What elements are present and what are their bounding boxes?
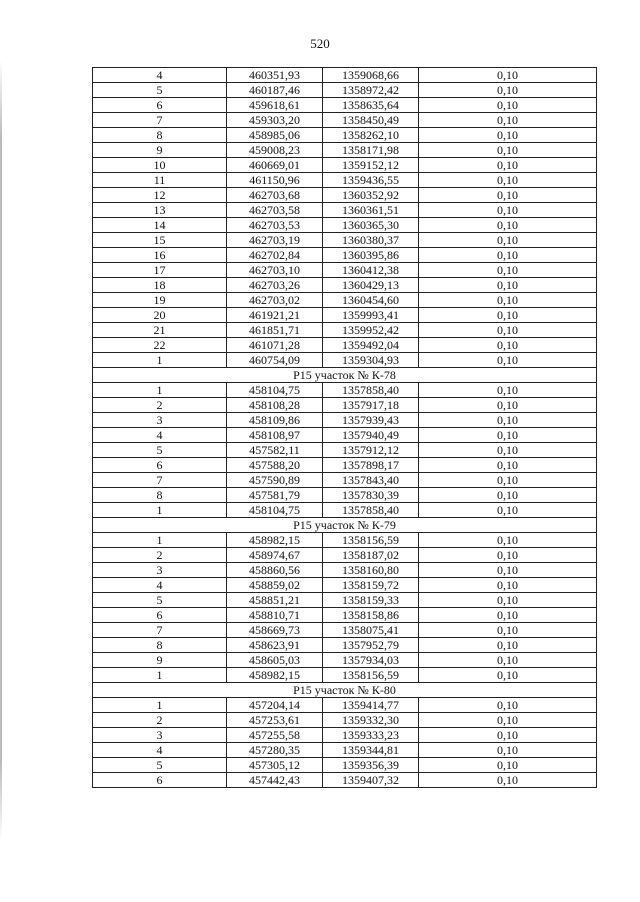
section-label: Р15 участок № К-79	[93, 518, 597, 533]
x-coordinate-cell: 462702,84	[227, 248, 323, 263]
accuracy-cell: 0,10	[419, 563, 597, 578]
accuracy-cell: 0,10	[419, 713, 597, 728]
point-number-cell: 12	[93, 188, 227, 203]
accuracy-cell: 0,10	[419, 638, 597, 653]
y-coordinate-cell: 1357912,12	[323, 443, 419, 458]
y-coordinate-cell: 1360361,51	[323, 203, 419, 218]
y-coordinate-cell: 1359952,42	[323, 323, 419, 338]
x-coordinate-cell: 458104,75	[227, 383, 323, 398]
accuracy-cell: 0,10	[419, 653, 597, 668]
x-coordinate-cell: 457255,58	[227, 728, 323, 743]
y-coordinate-cell: 1357858,40	[323, 503, 419, 518]
y-coordinate-cell: 1358075,41	[323, 623, 419, 638]
point-number-cell: 1	[93, 533, 227, 548]
point-number-cell: 10	[93, 158, 227, 173]
table-row	[93, 593, 597, 608]
y-coordinate-cell: 1359304,93	[323, 353, 419, 368]
table-row	[93, 158, 597, 173]
accuracy-cell: 0,10	[419, 443, 597, 458]
x-coordinate-cell: 457280,35	[227, 743, 323, 758]
table-row	[93, 83, 597, 98]
accuracy-cell: 0,10	[419, 398, 597, 413]
table-row	[93, 623, 597, 638]
point-number-cell: 2	[93, 713, 227, 728]
point-number-cell: 8	[93, 488, 227, 503]
y-coordinate-cell: 1359356,39	[323, 758, 419, 773]
y-coordinate-cell: 1357917,18	[323, 398, 419, 413]
x-coordinate-cell: 462703,19	[227, 233, 323, 248]
point-number-cell: 6	[93, 773, 227, 788]
x-coordinate-cell: 458985,06	[227, 128, 323, 143]
x-coordinate-cell: 459008,23	[227, 143, 323, 158]
point-number-cell: 9	[93, 653, 227, 668]
y-coordinate-cell: 1360429,13	[323, 278, 419, 293]
point-number-cell: 5	[93, 443, 227, 458]
point-number-cell: 19	[93, 293, 227, 308]
table-row	[93, 728, 597, 743]
accuracy-cell: 0,10	[419, 533, 597, 548]
y-coordinate-cell: 1359407,32	[323, 773, 419, 788]
accuracy-cell: 0,10	[419, 293, 597, 308]
point-number-cell: 9	[93, 143, 227, 158]
x-coordinate-cell: 458669,73	[227, 623, 323, 638]
y-coordinate-cell: 1358972,42	[323, 83, 419, 98]
accuracy-cell: 0,10	[419, 83, 597, 98]
x-coordinate-cell: 458623,91	[227, 638, 323, 653]
point-number-cell: 8	[93, 638, 227, 653]
accuracy-cell: 0,10	[419, 593, 597, 608]
accuracy-cell: 0,10	[419, 728, 597, 743]
point-number-cell: 21	[93, 323, 227, 338]
y-coordinate-cell: 1359344,81	[323, 743, 419, 758]
point-number-cell: 1	[93, 503, 227, 518]
x-coordinate-cell: 457305,12	[227, 758, 323, 773]
accuracy-cell: 0,10	[419, 98, 597, 113]
accuracy-cell: 0,10	[419, 698, 597, 713]
table-row	[93, 113, 597, 128]
accuracy-cell: 0,10	[419, 323, 597, 338]
table-row	[93, 473, 597, 488]
y-coordinate-cell: 1358156,59	[323, 533, 419, 548]
accuracy-cell: 0,10	[419, 608, 597, 623]
y-coordinate-cell: 1358171,98	[323, 143, 419, 158]
point-number-cell: 11	[93, 173, 227, 188]
table-row	[93, 713, 597, 728]
x-coordinate-cell: 457204,14	[227, 698, 323, 713]
x-coordinate-cell: 457590,89	[227, 473, 323, 488]
x-coordinate-cell: 458982,15	[227, 668, 323, 683]
point-number-cell: 3	[93, 413, 227, 428]
accuracy-cell: 0,10	[419, 218, 597, 233]
accuracy-cell: 0,10	[419, 263, 597, 278]
accuracy-cell: 0,10	[419, 773, 597, 788]
table-row	[93, 458, 597, 473]
accuracy-cell: 0,10	[419, 623, 597, 638]
point-number-cell: 4	[93, 578, 227, 593]
accuracy-cell: 0,10	[419, 308, 597, 323]
y-coordinate-cell: 1359332,30	[323, 713, 419, 728]
x-coordinate-cell: 459303,20	[227, 113, 323, 128]
table-row	[93, 533, 597, 548]
x-coordinate-cell: 458109,86	[227, 413, 323, 428]
section-header-row	[93, 518, 597, 533]
y-coordinate-cell: 1357940,49	[323, 428, 419, 443]
table-row	[93, 413, 597, 428]
point-number-cell: 5	[93, 758, 227, 773]
accuracy-cell: 0,10	[419, 503, 597, 518]
accuracy-cell: 0,10	[419, 473, 597, 488]
y-coordinate-cell: 1357843,40	[323, 473, 419, 488]
table-row	[93, 323, 597, 338]
point-number-cell: 14	[93, 218, 227, 233]
y-coordinate-cell: 1358635,64	[323, 98, 419, 113]
x-coordinate-cell: 458859,02	[227, 578, 323, 593]
point-number-cell: 7	[93, 623, 227, 638]
point-number-cell: 4	[93, 428, 227, 443]
table-row	[93, 143, 597, 158]
table-row	[93, 653, 597, 668]
point-number-cell: 2	[93, 398, 227, 413]
point-number-cell: 3	[93, 563, 227, 578]
x-coordinate-cell: 462703,10	[227, 263, 323, 278]
accuracy-cell: 0,10	[419, 578, 597, 593]
table-row	[93, 248, 597, 263]
coordinates-table	[92, 67, 597, 788]
x-coordinate-cell: 462703,02	[227, 293, 323, 308]
accuracy-cell: 0,10	[419, 128, 597, 143]
table-row	[93, 218, 597, 233]
accuracy-cell: 0,10	[419, 488, 597, 503]
x-coordinate-cell: 461921,21	[227, 308, 323, 323]
table-row	[93, 563, 597, 578]
y-coordinate-cell: 1358160,80	[323, 563, 419, 578]
y-coordinate-cell: 1360412,38	[323, 263, 419, 278]
table-row	[93, 68, 597, 83]
point-number-cell: 5	[93, 83, 227, 98]
x-coordinate-cell: 461851,71	[227, 323, 323, 338]
point-number-cell: 3	[93, 728, 227, 743]
x-coordinate-cell: 459618,61	[227, 98, 323, 113]
y-coordinate-cell: 1360395,86	[323, 248, 419, 263]
accuracy-cell: 0,10	[419, 338, 597, 353]
point-number-cell: 18	[93, 278, 227, 293]
x-coordinate-cell: 460187,46	[227, 83, 323, 98]
point-number-cell: 5	[93, 593, 227, 608]
y-coordinate-cell: 1358262,10	[323, 128, 419, 143]
y-coordinate-cell: 1360454,60	[323, 293, 419, 308]
x-coordinate-cell: 460351,93	[227, 68, 323, 83]
x-coordinate-cell: 458104,75	[227, 503, 323, 518]
accuracy-cell: 0,10	[419, 383, 597, 398]
point-number-cell: 1	[93, 383, 227, 398]
scan-edge	[0, 60, 2, 840]
accuracy-cell: 0,10	[419, 188, 597, 203]
accuracy-cell: 0,10	[419, 173, 597, 188]
y-coordinate-cell: 1358159,33	[323, 593, 419, 608]
table-row	[93, 233, 597, 248]
point-number-cell: 22	[93, 338, 227, 353]
section-header-row	[93, 683, 597, 698]
accuracy-cell: 0,10	[419, 428, 597, 443]
y-coordinate-cell: 1357830,39	[323, 488, 419, 503]
table-row	[93, 173, 597, 188]
point-number-cell: 1	[93, 668, 227, 683]
accuracy-cell: 0,10	[419, 548, 597, 563]
point-number-cell: 17	[93, 263, 227, 278]
y-coordinate-cell: 1357934,03	[323, 653, 419, 668]
x-coordinate-cell: 460669,01	[227, 158, 323, 173]
y-coordinate-cell: 1359993,41	[323, 308, 419, 323]
accuracy-cell: 0,10	[419, 248, 597, 263]
table-row	[93, 548, 597, 563]
x-coordinate-cell: 462703,53	[227, 218, 323, 233]
accuracy-cell: 0,10	[419, 668, 597, 683]
point-number-cell: 16	[93, 248, 227, 263]
y-coordinate-cell: 1359333,23	[323, 728, 419, 743]
x-coordinate-cell: 462703,26	[227, 278, 323, 293]
x-coordinate-cell: 457581,79	[227, 488, 323, 503]
point-number-cell: 4	[93, 68, 227, 83]
accuracy-cell: 0,10	[419, 413, 597, 428]
point-number-cell: 13	[93, 203, 227, 218]
section-label: Р15 участок № К-80	[93, 683, 597, 698]
x-coordinate-cell: 461150,96	[227, 173, 323, 188]
x-coordinate-cell: 460754,09	[227, 353, 323, 368]
y-coordinate-cell: 1357898,17	[323, 458, 419, 473]
table-row	[93, 428, 597, 443]
accuracy-cell: 0,10	[419, 458, 597, 473]
x-coordinate-cell: 457582,11	[227, 443, 323, 458]
table-row	[93, 743, 597, 758]
point-number-cell: 1	[93, 698, 227, 713]
table-row	[93, 278, 597, 293]
accuracy-cell: 0,10	[419, 743, 597, 758]
table-row	[93, 638, 597, 653]
x-coordinate-cell: 458974,67	[227, 548, 323, 563]
y-coordinate-cell: 1358158,86	[323, 608, 419, 623]
table-row	[93, 338, 597, 353]
y-coordinate-cell: 1357939,43	[323, 413, 419, 428]
x-coordinate-cell: 458810,71	[227, 608, 323, 623]
accuracy-cell: 0,10	[419, 353, 597, 368]
table-row	[93, 98, 597, 113]
y-coordinate-cell: 1360380,37	[323, 233, 419, 248]
point-number-cell: 7	[93, 473, 227, 488]
x-coordinate-cell: 462703,68	[227, 188, 323, 203]
y-coordinate-cell: 1359436,55	[323, 173, 419, 188]
y-coordinate-cell: 1360365,30	[323, 218, 419, 233]
point-number-cell: 2	[93, 548, 227, 563]
accuracy-cell: 0,10	[419, 233, 597, 248]
y-coordinate-cell: 1359152,12	[323, 158, 419, 173]
table-row	[93, 263, 597, 278]
table-row	[93, 293, 597, 308]
x-coordinate-cell: 462703,58	[227, 203, 323, 218]
table-row	[93, 503, 597, 518]
table-row	[93, 488, 597, 503]
table-body	[93, 68, 597, 788]
x-coordinate-cell: 458605,03	[227, 653, 323, 668]
point-number-cell: 6	[93, 608, 227, 623]
accuracy-cell: 0,10	[419, 113, 597, 128]
x-coordinate-cell: 457442,43	[227, 773, 323, 788]
y-coordinate-cell: 1358450,49	[323, 113, 419, 128]
accuracy-cell: 0,10	[419, 143, 597, 158]
table-row	[93, 383, 597, 398]
table-row	[93, 398, 597, 413]
table-row	[93, 578, 597, 593]
y-coordinate-cell: 1359414,77	[323, 698, 419, 713]
y-coordinate-cell: 1357952,79	[323, 638, 419, 653]
section-label: Р15 участок № К-78	[93, 368, 597, 383]
y-coordinate-cell: 1358187,02	[323, 548, 419, 563]
accuracy-cell: 0,10	[419, 278, 597, 293]
x-coordinate-cell: 461071,28	[227, 338, 323, 353]
x-coordinate-cell: 458108,28	[227, 398, 323, 413]
x-coordinate-cell: 458860,56	[227, 563, 323, 578]
y-coordinate-cell: 1358156,59	[323, 668, 419, 683]
table-row	[93, 308, 597, 323]
accuracy-cell: 0,10	[419, 158, 597, 173]
table-row	[93, 758, 597, 773]
table-row	[93, 608, 597, 623]
y-coordinate-cell: 1357858,40	[323, 383, 419, 398]
table-row	[93, 188, 597, 203]
point-number-cell: 15	[93, 233, 227, 248]
x-coordinate-cell: 458982,15	[227, 533, 323, 548]
accuracy-cell: 0,10	[419, 68, 597, 83]
table-row	[93, 443, 597, 458]
point-number-cell: 8	[93, 128, 227, 143]
accuracy-cell: 0,10	[419, 758, 597, 773]
page-number: 520	[310, 36, 330, 51]
point-number-cell: 6	[93, 458, 227, 473]
table-row	[93, 353, 597, 368]
x-coordinate-cell: 458851,21	[227, 593, 323, 608]
table-row	[93, 203, 597, 218]
point-number-cell: 7	[93, 113, 227, 128]
point-number-cell: 20	[93, 308, 227, 323]
point-number-cell: 4	[93, 743, 227, 758]
y-coordinate-cell: 1359492,04	[323, 338, 419, 353]
point-number-cell: 1	[93, 353, 227, 368]
table-row	[93, 773, 597, 788]
y-coordinate-cell: 1358159,72	[323, 578, 419, 593]
x-coordinate-cell: 457588,20	[227, 458, 323, 473]
y-coordinate-cell: 1360352,92	[323, 188, 419, 203]
table-row	[93, 668, 597, 683]
x-coordinate-cell: 457253,61	[227, 713, 323, 728]
section-header-row	[93, 368, 597, 383]
x-coordinate-cell: 458108,97	[227, 428, 323, 443]
y-coordinate-cell: 1359068,66	[323, 68, 419, 83]
table-row	[93, 698, 597, 713]
accuracy-cell: 0,10	[419, 203, 597, 218]
point-number-cell: 6	[93, 98, 227, 113]
table-row	[93, 128, 597, 143]
